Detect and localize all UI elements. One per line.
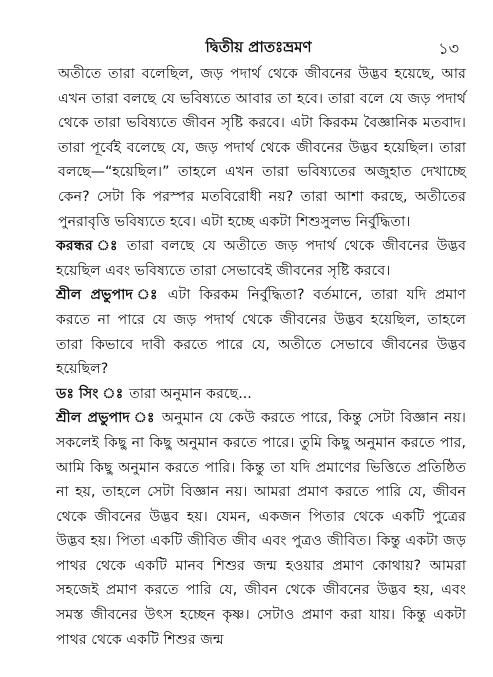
speaker-name: শ্রীল প্রভুপাদ ঃ	[56, 287, 162, 304]
paragraph-text: অতীতে তারা বলেছিল, জড় পদার্থ থেকে জীবনের উদ্ভব হয়েছে, আর এখন তারা বলছে যে ভবিষ্যতে আবার তা হবে। তারা বলে যে জড় পদার্থ থেকে তারা ভবিষ্যতে জীবন সৃষ্টি করবে। এটা কিরকম বৈজ্ঞানিক মতবাদ। তারা পূর্বেই বলেছে যে, জড় পদার্থ থেকে জীবনের উদ্ভব হয়েছিল। তারা বলছে—“হয়েছিল।” তাহলে এখন তারা ভবিষ্যতের অজুহাত দেখাচ্ছে কেন? সেটা কি পরস্পর মতবিরোধী নয়? তারা আশা করছে, অতীতের পুনরাবৃত্তি ভবিষ্যতে হবে। এটা হচ্ছে একটা শিশুসুলভ নির্বুদ্ধিতা।	[58, 66, 466, 230]
paragraph-text: তারা অনুমান করছে...	[129, 385, 252, 402]
page-number: ১৩	[438, 39, 459, 58]
running-title: দ্বিতীয় প্রাতঃভ্রমণ	[205, 38, 312, 56]
speaker-name: শ্রীল প্রভুপাদ ঃ	[56, 410, 156, 427]
paragraph-5	[56, 406, 466, 652]
page-header	[58, 36, 459, 60]
paragraph-text: এটা কিরকম নির্বুদ্ধিতা? বর্তমানে, তারা যদি প্রমাণ করতে না পারে যে জড় পদার্থ থেকে জীবনের উদ্ভব হয়েছিল, তাহলে তারা কিভাবে দাবী করতে পারে যে, অতীতে সেভাবে জীবনের উদ্ভব হয়েছিল?	[56, 287, 466, 378]
paragraph-2	[56, 234, 466, 283]
paragraph-text: অনুমান যে কেউ করতে পারে, কিন্তু সেটা বিজ্ঞান নয়। সকলেই কিছু না কিছু অনুমান করতে পারে। তুমি কিছু অনুমান করতে পার, আমি কিছু অনুমান করতে পারি। কিন্তু তা যদি প্রমাণের ভিত্তিতে প্রতিষ্ঠিত না হয়, তাহলে সেটা বিজ্ঞান নয়। আমরা প্রমাণ করতে পারি যে, জীবন থেকে জীবনের উদ্ভব হয়। যেমন, একজন পিতার থেকে একটি পুত্রের উদ্ভব হয়। পিতা একটি জীবিত জীব এবং পুত্রও জীবিত। কিন্তু একটা জড় পাথর থেকে একটি মানব শিশুর জন্ম হওয়ার প্রমাণ কোথায়? আমরা সহজেই প্রমাণ করতে পারি যে, জীবন থেকে জীবনের উদ্ভব হয়, এবং সমস্ত জীবনের উৎস হচ্ছেন কৃষ্ণ। সেটাও প্রমাণ করা যায়। কিন্তু একটা পাথর থেকে একটি শিশুর জন্ম	[56, 410, 466, 648]
paragraph-text: তারা বলছে যে অতীতে জড় পদার্থ থেকে জীবনের উদ্ভব হয়েছিল এবং ভবিষ্যতে তারা সেভাবেই জীবনের সৃষ্টি করবে।	[56, 238, 466, 279]
speaker-name: করন্ধর ঃ	[56, 238, 121, 255]
paragraph-3	[56, 283, 466, 381]
paragraph-1	[56, 62, 466, 234]
page-body	[56, 62, 466, 652]
speaker-name: ডঃ সিং ঃ	[56, 385, 124, 402]
paragraph-4	[56, 382, 466, 407]
